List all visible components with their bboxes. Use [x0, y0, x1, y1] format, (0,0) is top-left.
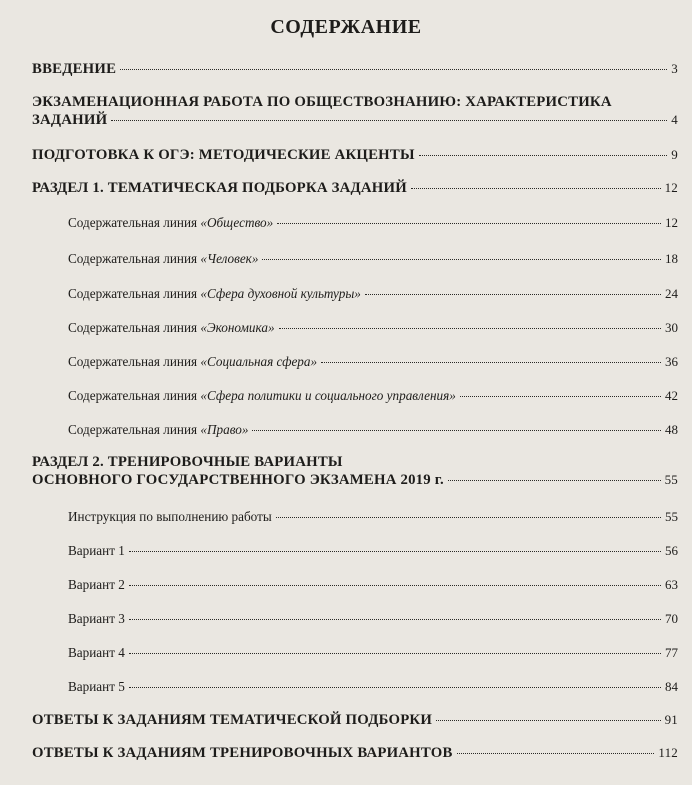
toc-entry-variant-4[interactable]	[68, 644, 678, 661]
toc-page-number: 55	[665, 509, 678, 524]
toc-entry-oge-preparation[interactable]	[32, 146, 678, 164]
dot-leader	[457, 753, 655, 754]
dot-leader	[262, 259, 661, 260]
toc-entry-title-line1: РАЗДЕЛ 2. ТРЕНИРОВОЧНЫЕ ВАРИАНТЫ	[32, 454, 343, 470]
toc-page-number: 77	[665, 645, 678, 660]
toc-entry-instructions[interactable]	[68, 508, 678, 525]
toc-entry-title-line2: ЗАДАНИЙ	[32, 112, 108, 128]
dot-leader	[129, 687, 661, 688]
toc-entry-line-politics[interactable]	[68, 387, 678, 404]
line-topic: «Человек»	[200, 251, 259, 266]
line-prefix: Содержательная линия	[68, 320, 201, 335]
dot-leader	[129, 585, 661, 586]
line-topic: «Право»	[200, 422, 249, 437]
dot-leader	[436, 720, 661, 721]
toc-entry-title: ОТВЕТЫ К ЗАДАНИЯМ ТЕМАТИЧЕСКОЙ ПОДБОРКИ	[32, 712, 433, 728]
line-topic: «Сфера духовной культуры»	[200, 286, 361, 301]
toc-page-number: 12	[665, 215, 678, 230]
toc-page-number: 24	[665, 286, 678, 301]
toc-page-number: 55	[664, 472, 678, 487]
toc-entry-variant-3[interactable]	[68, 610, 678, 627]
toc-entry-title	[68, 353, 317, 370]
toc-entry-answers-thematic[interactable]	[32, 711, 678, 729]
dot-leader	[276, 517, 661, 518]
dot-leader	[129, 551, 661, 552]
toc-page-number: 9	[671, 147, 678, 162]
toc-entry-title: Вариант 1	[68, 543, 125, 558]
toc-entry-line-culture[interactable]	[68, 285, 678, 302]
dot-leader	[411, 188, 661, 189]
toc-entry-title: Вариант 2	[68, 577, 125, 592]
dot-leader	[448, 480, 661, 481]
toc-entry-title: ВВЕДЕНИЕ	[32, 61, 117, 77]
dot-leader	[129, 653, 661, 654]
toc-entry-line-human[interactable]	[68, 250, 678, 267]
toc-page-number: 42	[665, 388, 678, 403]
line-prefix: Содержательная линия	[68, 251, 201, 266]
toc-entry-line-society[interactable]	[68, 214, 678, 231]
dot-leader	[120, 69, 667, 70]
toc-entry-exam-work[interactable]	[32, 94, 678, 129]
toc-entry-line-economy[interactable]	[68, 319, 678, 336]
toc-entry-title-line1: ЭКЗАМЕНАЦИОННАЯ РАБОТА ПО ОБЩЕСТВОЗНАНИЮ: ХАРАКТЕРИСТИКА	[32, 94, 612, 110]
dot-leader	[321, 362, 661, 363]
toc-entry-title: Вариант 5	[68, 679, 125, 694]
toc-entry-title: Инструкция по выполнению работы	[68, 509, 272, 524]
toc-page-number: 4	[671, 112, 678, 127]
toc-entry-section-2[interactable]	[32, 454, 678, 489]
toc-page-number: 56	[665, 543, 678, 558]
toc-page-number: 48	[665, 422, 678, 437]
dot-leader	[129, 619, 661, 620]
toc-entry-line-law[interactable]	[68, 421, 678, 438]
toc-entry-title-line2: ОСНОВНОГО ГОСУДАРСТВЕННОГО ЭКЗАМЕНА 2019 г.	[32, 472, 444, 488]
line-prefix: Содержательная линия	[68, 286, 201, 301]
toc-page-number: 70	[665, 611, 678, 626]
toc-page-number: 30	[665, 320, 678, 335]
toc-page-number: 3	[671, 61, 678, 76]
toc-entry-title	[68, 214, 273, 231]
toc-entry-title: ПОДГОТОВКА К ОГЭ: МЕТОДИЧЕСКИЕ АКЦЕНТЫ	[32, 147, 415, 163]
toc-entry-line-social[interactable]	[68, 353, 678, 370]
toc-entry-title	[68, 319, 275, 336]
toc-entry-introduction[interactable]	[32, 60, 678, 78]
toc-page-number: 112	[658, 745, 678, 760]
dot-leader	[365, 294, 661, 295]
toc-page-number: 18	[665, 251, 678, 266]
toc-page-number: 12	[664, 180, 678, 195]
dot-leader	[460, 396, 661, 397]
line-prefix: Содержательная линия	[68, 215, 201, 230]
line-topic: «Сфера политики и социального управления»	[200, 388, 456, 403]
page-title: СОДЕРЖАНИЕ	[270, 16, 422, 38]
toc-page-number: 36	[665, 354, 678, 369]
toc-entry-variant-2[interactable]	[68, 576, 678, 593]
toc-entry-title: Вариант 3	[68, 611, 125, 626]
line-topic: «Общество»	[200, 215, 274, 230]
dot-leader	[279, 328, 661, 329]
toc-entry-section-1[interactable]	[32, 179, 678, 197]
toc-entry-variant-5[interactable]	[68, 678, 678, 695]
line-topic: «Экономика»	[200, 320, 275, 335]
toc-entry-title	[68, 421, 248, 438]
line-prefix: Содержательная линия	[68, 388, 201, 403]
dot-leader	[111, 120, 667, 121]
line-prefix: Содержательная линия	[68, 354, 201, 369]
toc-page-number: 63	[665, 577, 678, 592]
toc-entry-title: Вариант 4	[68, 645, 125, 660]
toc-entry-title	[68, 387, 456, 404]
toc-entry-title	[68, 285, 361, 302]
toc-entry-title: ОТВЕТЫ К ЗАДАНИЯМ ТРЕНИРОВОЧНЫХ ВАРИАНТОВ	[32, 745, 453, 761]
line-topic: «Социальная сфера»	[200, 354, 318, 369]
dot-leader	[252, 430, 661, 431]
toc-page-number: 84	[665, 679, 678, 694]
dot-leader	[277, 223, 661, 224]
toc-entry-title	[68, 250, 258, 267]
toc-entry-answers-variants[interactable]	[32, 744, 678, 762]
line-prefix: Содержательная линия	[68, 422, 201, 437]
toc-entry-title: РАЗДЕЛ 1. ТЕМАТИЧЕСКАЯ ПОДБОРКА ЗАДАНИЙ	[32, 180, 407, 196]
toc-page-number: 91	[664, 712, 678, 727]
toc-entry-variant-1[interactable]	[68, 542, 678, 559]
dot-leader	[419, 155, 668, 156]
